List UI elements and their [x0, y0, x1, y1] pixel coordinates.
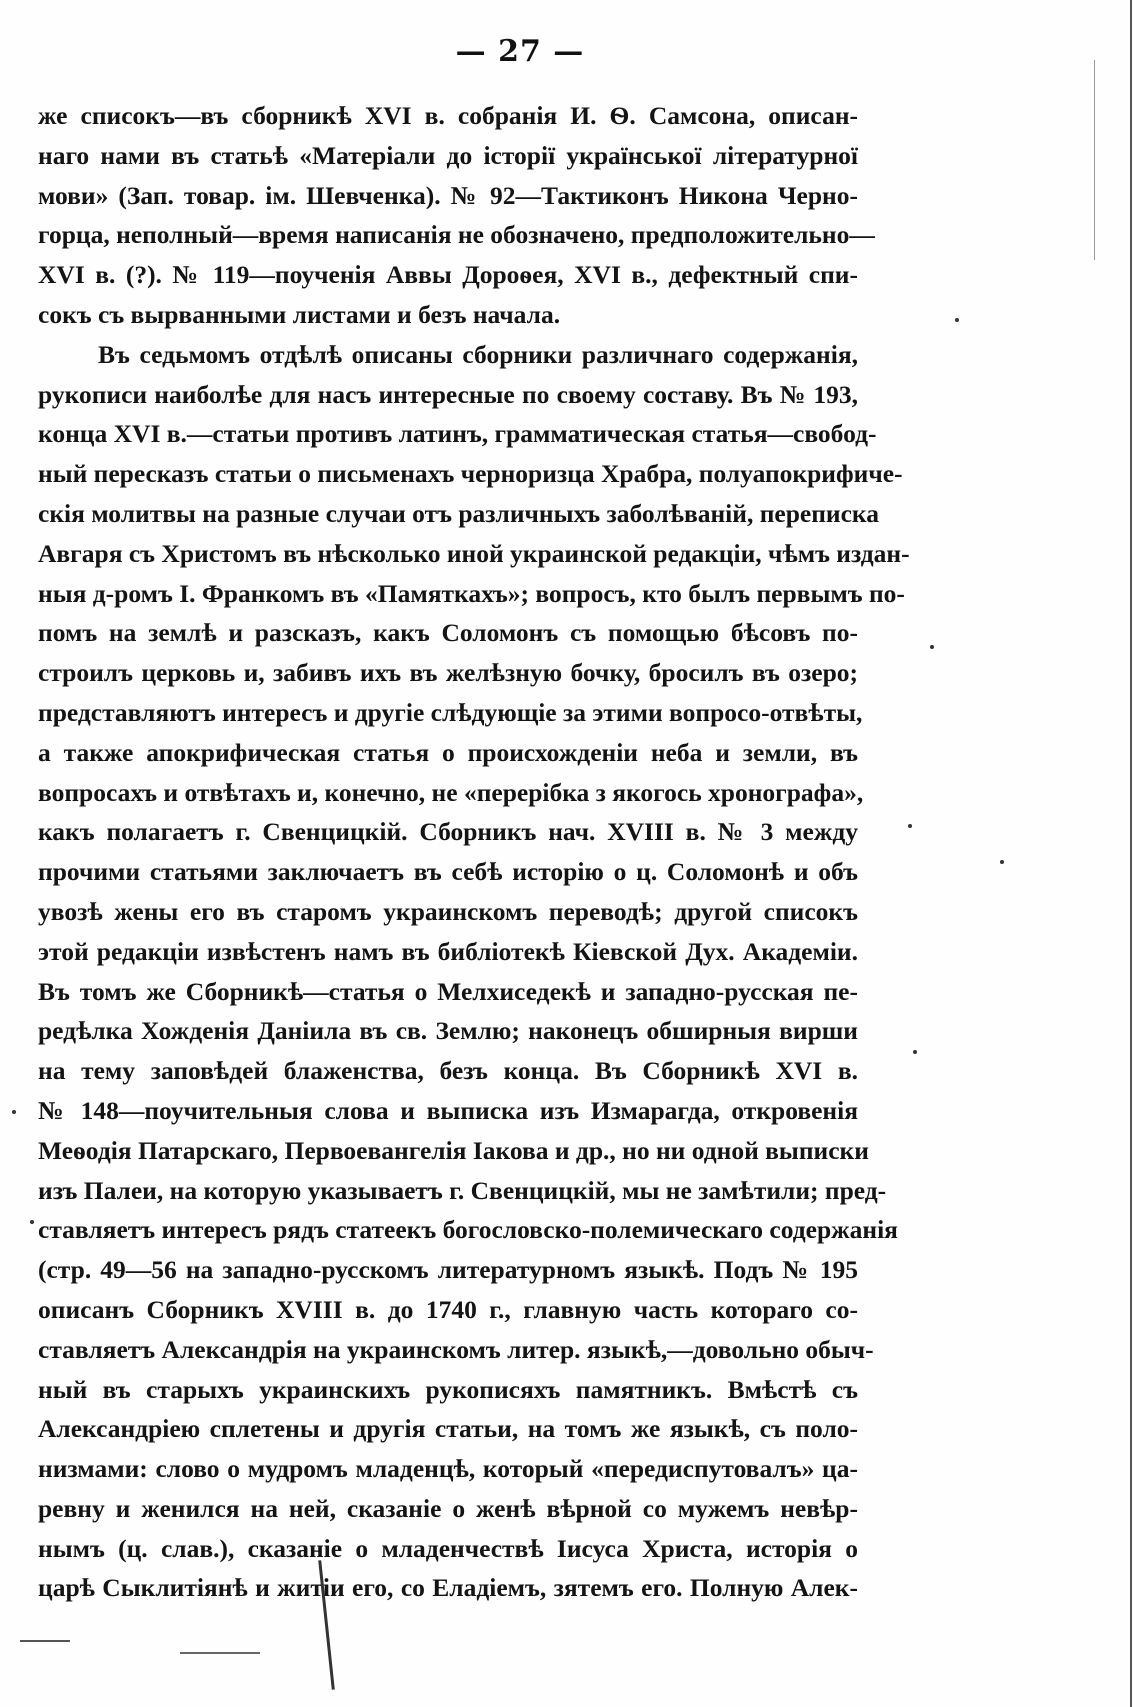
text-line: помъ на землѣ и разсказъ, какъ Соломонъ съ помощью бѣсовъ по-	[38, 618, 858, 648]
scan-speck	[913, 1050, 917, 1054]
text-line: описанъ Сборникъ XVIII в. до 1740 г., главную часть котораго со-	[38, 1294, 858, 1324]
text-line: Александріею сплетены и другія статьи, на томъ же языкѣ, съ поло-	[38, 1414, 858, 1444]
text-line: конца XVI в.—статьи противъ латинъ, грамматическая статья—свобод-	[38, 419, 877, 449]
text-line: Авгаря съ Христомъ въ нѣсколько иной украинской редакціи, чѣмъ издан-	[38, 538, 910, 568]
page-edge-mark	[1094, 60, 1095, 260]
text-line: мови» (Зап. товар. ім. Шевченка). № 92—Тактиконъ Никона Черно-	[38, 180, 858, 210]
body-text	[38, 96, 910, 1608]
text-line: ный въ старыхъ украинскихъ рукописяхъ памятникъ. Вмѣстѣ съ	[38, 1374, 858, 1404]
text-line: рукописи наиболѣе для насъ интересные по своему составу. Въ № 193,	[38, 379, 858, 409]
text-line: какъ полагаетъ г. Свенцицкій. Сборникъ нач. XVIII в. № 3 между	[38, 817, 858, 847]
text-line: строилъ церковь и, забивъ ихъ въ желѣзную бочку, бросилъ въ озеро;	[38, 658, 858, 688]
text-line: изъ Палеи, на которую указываетъ г. Свенцицкій, мы не замѣтили; пред-	[38, 1175, 887, 1205]
text-line: представляютъ интересъ и другіе слѣдующіе за этими вопросо-отвѣты,	[38, 697, 863, 727]
text-line: увозѣ жены его въ старомъ украинскомъ переводѣ; другой списокъ	[38, 896, 858, 926]
text-line: ревну и женился на ней, сказаніе о женѣ вѣрной со мужемъ невѣр-	[38, 1493, 858, 1523]
text-line: № 148—поучительныя слова и выписка изъ Измарагда, откровенія	[38, 1095, 858, 1125]
scan-dash	[180, 1652, 260, 1654]
text-line: этой редакціи извѣстенъ намъ въ библіотекѣ Кіевской Дух. Академіи.	[38, 936, 858, 966]
text-line: горца, неполный—время написанія не обозначено, предположительно—	[38, 220, 875, 250]
text-line: низмами: слово о мудромъ младенцѣ, который «передиспутовалъ» ца-	[38, 1454, 858, 1484]
scan-speck	[930, 645, 934, 649]
paragraph-2	[38, 335, 910, 1609]
paragraph-1	[38, 96, 875, 335]
page-edge-mark	[1130, 0, 1132, 1707]
scan-speck	[30, 1220, 34, 1224]
text-line: ныя д-ромъ І. Франкомъ въ «Памяткахъ»; вопросъ, кто былъ первымъ по-	[38, 578, 905, 608]
text-line: Въ томъ же Сборникѣ—статья о Мелхиседекѣ и западно-русская пе-	[38, 976, 858, 1006]
text-line: Меѳодія Патарскаго, Первоевангелія Іакова и др., но ни одной выписки	[38, 1135, 869, 1165]
text-line: сокъ съ вырванными листами и безъ начала.	[38, 299, 561, 329]
scan-speck	[1000, 860, 1004, 864]
text-line: а также апокрифическая статья о происхожденіи неба и земли, въ	[38, 737, 858, 767]
text-line: редѣлка Хожденія Даніила въ св. Землю; наконецъ обширныя вирши	[38, 1016, 858, 1046]
text-line: же списокъ—въ сборникѣ XVI в. собранія И. Ѳ. Самсона, описан-	[38, 101, 858, 130]
text-line: XVI в. (?). № 119—поученія Аввы Дороѳея, XVI в., дефектный спи-	[38, 260, 858, 290]
scan-speck	[12, 1110, 16, 1114]
text-line: царѣ Сыклитіянѣ и житіи его, со Еладіемъ, зятемъ его. Полную Алек-	[38, 1573, 858, 1603]
text-line: вопросахъ и отвѣтахъ и, конечно, не «перерібка з якогось хронографа»,	[38, 777, 864, 807]
text-line: наго нами въ статьѣ «Матеріали до історії української літературної	[38, 140, 858, 170]
text-line: ставляетъ Александрія на украинскомъ литер. языкѣ,—довольно обыч-	[38, 1334, 874, 1364]
scan-dash	[20, 1640, 70, 1642]
text-line: ставляетъ интересъ рядъ статеекъ богословско-полемическаго содержанія	[38, 1215, 898, 1245]
page-number: — 27 —	[455, 34, 585, 69]
text-line: нымъ (ц. слав.), сказаніе о младенчествѣ Іисуса Христа, исторія о	[38, 1533, 858, 1563]
text-line: прочими статьями заключаетъ въ себѣ исторію о ц. Соломонѣ и объ	[38, 857, 858, 887]
text-line: скія молитвы на разные случаи отъ различныхъ заболѣваній, переписка	[38, 498, 879, 528]
scan-speck	[955, 318, 959, 322]
scan-speck	[908, 824, 912, 828]
text-line: Въ седьмомъ отдѣлѣ описаны сборники различнаго содержанія,	[98, 339, 858, 369]
text-line: (стр. 49—56 на западно-русскомъ литературномъ языкѣ. Подъ № 195	[38, 1255, 858, 1285]
text-line: ный пересказъ статьи о письменахъ черноризца Храбра, полуапокрифиче-	[38, 459, 903, 489]
text-line: на тему заповѣдей блаженства, безъ конца. Въ Сборникѣ XVI в.	[38, 1056, 858, 1086]
